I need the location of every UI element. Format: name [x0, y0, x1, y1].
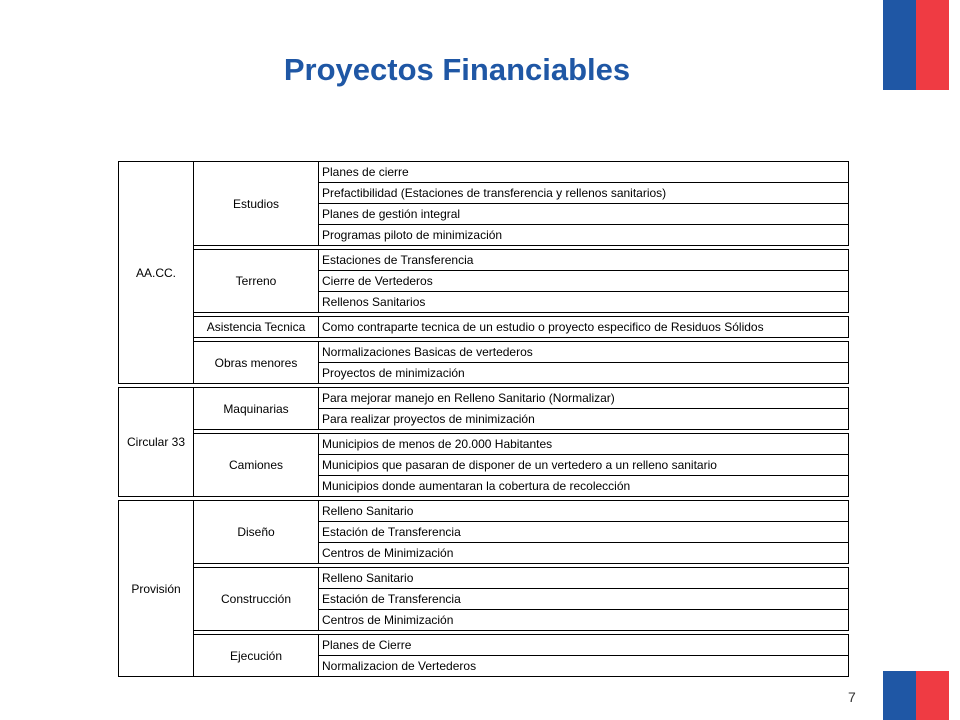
subgroup-label: Diseño	[194, 501, 319, 564]
table-row	[119, 635, 849, 656]
subgroup-label: Obras menores	[194, 342, 319, 384]
item-cell: Proyectos de minimización	[319, 363, 849, 384]
flag-red-stripe	[916, 671, 949, 720]
item-cell: Relleno Sanitario	[319, 568, 849, 589]
subgroup-label: Maquinarias	[194, 388, 319, 430]
item-cell: Normalizaciones Basicas de vertederos	[319, 342, 849, 363]
flag-blue-stripe	[883, 671, 916, 720]
subgroup-label: Asistencia Tecnica	[194, 317, 319, 338]
group-label: AA.CC.	[119, 162, 194, 384]
item-cell: Para mejorar manejo en Relleno Sanitario (Normalizar)	[319, 388, 849, 409]
item-cell: Municipios donde aumentaran la cobertura de recolección	[319, 476, 849, 497]
item-cell: Centros de Minimización	[319, 610, 849, 631]
subgroup-label: Ejecución	[194, 635, 319, 677]
projects-table	[118, 161, 849, 677]
flag-logo-bottom	[883, 671, 949, 720]
table-row	[119, 434, 849, 455]
table-row	[119, 250, 849, 271]
subgroup-label: Construcción	[194, 568, 319, 631]
projects-table-body	[119, 162, 849, 677]
item-cell: Como contraparte tecnica de un estudio o proyecto especifico de Residuos Sólidos	[319, 317, 849, 338]
subgroup-label: Terreno	[194, 250, 319, 313]
item-cell: Estación de Transferencia	[319, 522, 849, 543]
table-row	[119, 388, 849, 409]
table-row	[119, 162, 849, 183]
item-cell: Estaciones de Transferencia	[319, 250, 849, 271]
item-cell: Rellenos Sanitarios	[319, 292, 849, 313]
page-title: Proyectos Financiables	[283, 52, 631, 87]
page-number: 7	[848, 689, 856, 705]
item-cell: Planes de cierre	[319, 162, 849, 183]
subgroup-label: Estudios	[194, 162, 319, 246]
item-cell: Programas piloto de minimización	[319, 225, 849, 246]
item-cell: Normalizacion de Vertederos	[319, 656, 849, 677]
projects-table-container	[118, 161, 849, 677]
table-row	[119, 568, 849, 589]
item-cell: Municipios de menos de 20.000 Habitantes	[319, 434, 849, 455]
group-label: Circular 33	[119, 388, 194, 497]
item-cell: Planes de Cierre	[319, 635, 849, 656]
item-cell: Relleno Sanitario	[319, 501, 849, 522]
subgroup-label: Camiones	[194, 434, 319, 497]
item-cell: Cierre de Vertederos	[319, 271, 849, 292]
item-cell: Estación de Transferencia	[319, 589, 849, 610]
item-cell: Prefactibilidad (Estaciones de transferencia y rellenos sanitarios)	[319, 183, 849, 204]
item-cell: Municipios que pasaran de disponer de un vertedero a un relleno sanitario	[319, 455, 849, 476]
table-row	[119, 317, 849, 338]
table-row	[119, 501, 849, 522]
flag-red-stripe	[916, 0, 949, 90]
table-row	[119, 342, 849, 363]
item-cell: Centros de Minimización	[319, 543, 849, 564]
group-label: Provisión	[119, 501, 194, 677]
item-cell: Para realizar proyectos de minimización	[319, 409, 849, 430]
item-cell: Planes de gestión integral	[319, 204, 849, 225]
